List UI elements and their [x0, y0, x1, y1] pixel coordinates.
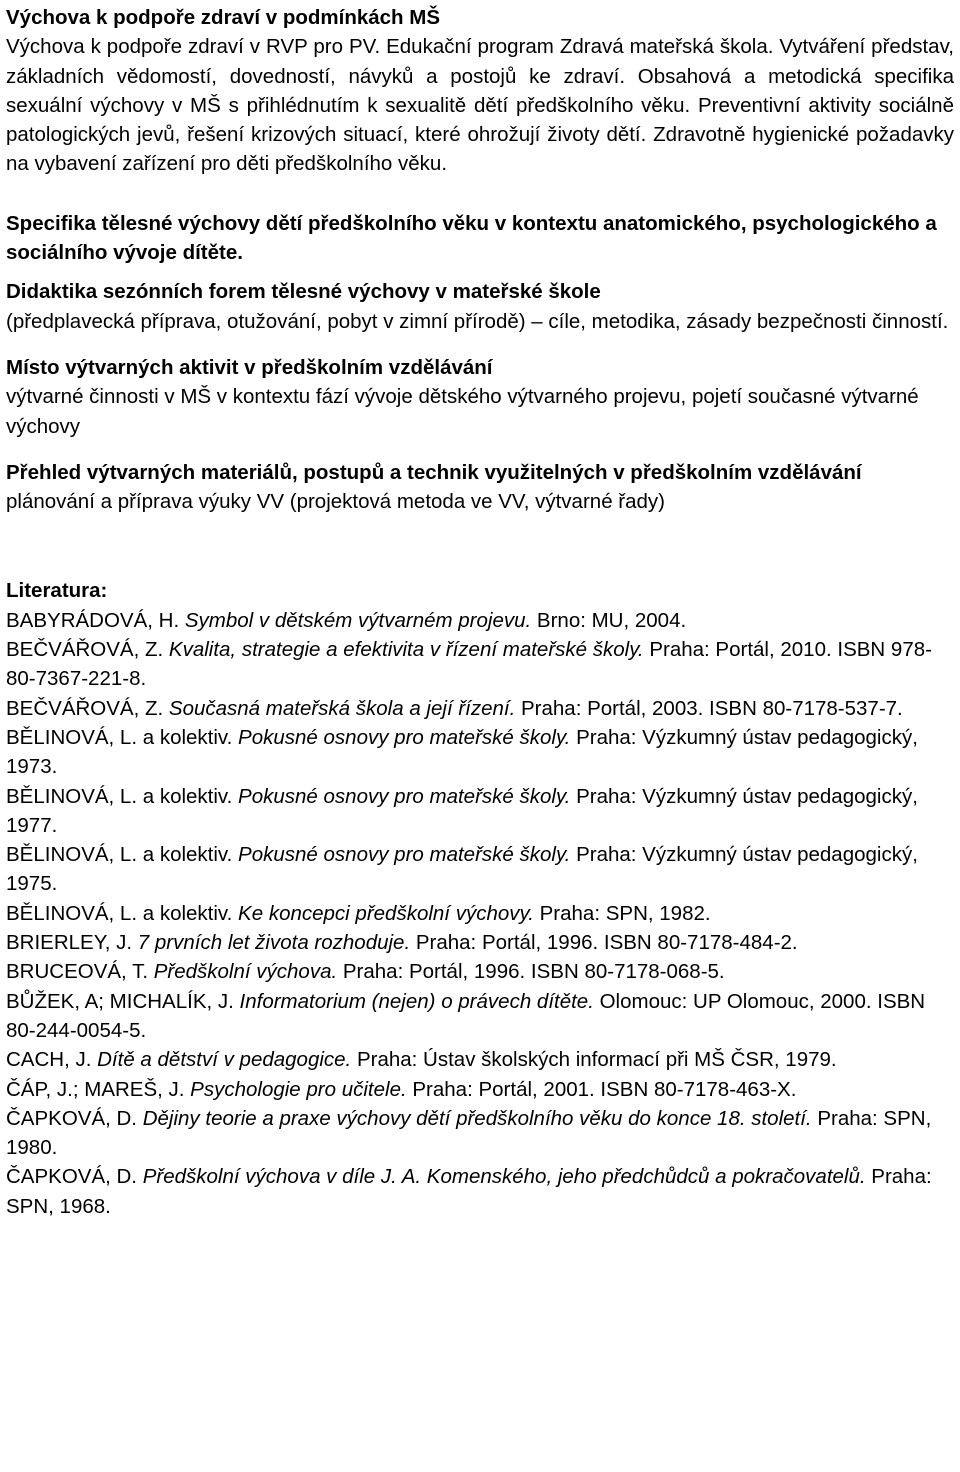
- section-body: (předplavecká příprava, otužování, pobyt v zimní přírodě) – cíle, metodika, zásady bezpečnosti činností.: [6, 309, 949, 333]
- reference-item: [6, 957, 954, 986]
- reference-author: BŮŽEK, A; MICHALÍK, J.: [6, 989, 240, 1013]
- reference-item: [6, 928, 954, 957]
- reference-author: BEČVÁŘOVÁ, Z.: [6, 638, 169, 662]
- reference-author: BĚLINOVÁ, L. a kolektiv.: [6, 725, 239, 749]
- reference-item: [6, 635, 954, 694]
- reference-title: Ke koncepci předškolní výchovy.: [238, 901, 534, 925]
- reference-title: Informatorium (nejen) o právech dítěte.: [239, 989, 594, 1013]
- reference-author: BABYRÁDOVÁ, H.: [6, 608, 185, 632]
- reference-author: BEČVÁŘOVÁ, Z.: [6, 696, 169, 720]
- reference-item: [6, 694, 954, 723]
- section-heading: Didaktika sezónních forem tělesné výchovy v mateřské škole: [6, 280, 601, 304]
- literature-title: Literatura:: [6, 579, 108, 603]
- reference-item: [6, 1045, 954, 1074]
- section-health: [6, 3, 954, 179]
- reference-publisher: Brno: MU, 2004.: [531, 608, 687, 632]
- reference-item: [6, 1162, 954, 1221]
- reference-publisher: Praha: Portál, 1996. ISBN 80-7178-484-2.: [410, 931, 798, 955]
- section-heading: Specifika tělesné výchovy dětí předškolního věku v kontextu anatomického, psychologického a sociálního vývoje dítěte.: [6, 211, 937, 265]
- section-seasonal-pe: [6, 277, 954, 336]
- reference-title: Pokusné osnovy pro mateřské školy.: [238, 725, 571, 749]
- reference-publisher: Praha: SPN, 1982.: [533, 901, 711, 925]
- reference-title: Předškolní výchova v díle J. A. Komenského, jeho předchůdců a pokračovatelů.: [142, 1165, 866, 1189]
- reference-author: BRUCEOVÁ, T.: [6, 960, 154, 984]
- reference-title: Dějiny teorie a praxe výchovy dětí předškolního věku do konce 18. století.: [142, 1106, 812, 1130]
- reference-title: Předškolní výchova.: [153, 960, 338, 984]
- section-pe-specifics: [6, 209, 954, 268]
- reference-item: [6, 723, 954, 782]
- reference-publisher: Praha: Výzkumný ústav pedagogický, 1977.: [6, 784, 918, 837]
- section-art-materials: [6, 458, 954, 517]
- reference-author: CACH, J.: [6, 1048, 98, 1072]
- reference-publisher: Praha: Ústav školských informací při MŠ ČSR, 1979.: [351, 1048, 837, 1072]
- reference-title: Současná mateřská škola a její řízení.: [168, 696, 516, 720]
- section-heading: Přehled výtvarných materiálů, postupů a technik využitelných v předškolním vzdělávání: [6, 460, 862, 484]
- reference-author: ČAPKOVÁ, D.: [6, 1106, 143, 1130]
- reference-author: ČÁP, J.; MAREŠ, J.: [6, 1077, 191, 1101]
- reference-list: [6, 606, 954, 1221]
- reference-title: 7 prvních let života rozhoduje.: [137, 931, 411, 955]
- section-heading: Místo výtvarných aktivit v předškolním vzdělávání: [6, 355, 493, 379]
- reference-publisher: Olomouc: UP Olomouc, 2000. ISBN 80-244-0054-5.: [6, 989, 926, 1042]
- reference-title: Symbol v dětském výtvarném projevu.: [184, 608, 532, 632]
- reference-item: [6, 987, 954, 1046]
- reference-item: [6, 840, 954, 899]
- reference-item: [6, 606, 954, 635]
- section-art-activities: [6, 353, 954, 441]
- reference-title: Pokusné osnovy pro mateřské školy.: [238, 843, 571, 867]
- section-heading: Výchova k podpoře zdraví v podmínkách MŠ: [6, 6, 441, 29]
- reference-title: Pokusné osnovy pro mateřské školy.: [238, 784, 571, 808]
- reference-author: BĚLINOVÁ, L. a kolektiv.: [6, 901, 239, 925]
- section-body: plánování a příprava výuky VV (projektová metoda ve VV, výtvarné řady): [6, 490, 665, 514]
- section-body: výtvarné činnosti v MŠ v kontextu fází vývoje dětského výtvarného projevu, pojetí současné výtvarné výchovy: [6, 385, 919, 438]
- reference-publisher: Praha: Výzkumný ústav pedagogický, 1973.: [6, 725, 918, 779]
- reference-publisher: Praha: Portál, 2010. ISBN 978-80-7367-221-8.: [6, 638, 932, 691]
- reference-item: [6, 782, 954, 841]
- reference-title: Kvalita, strategie a efektivita v řízení mateřské školy.: [168, 638, 644, 662]
- reference-item: [6, 1075, 954, 1104]
- section-body: Výchova k podpoře zdraví v RVP pro PV. Edukační program Zdravá mateřská škola. Vytváření představ, základních vědomostí, dovedností, návyků a postojů ke zdraví. Obsahová a metodická specifika sexuální výchovy v MŠ s přihlédnutím k sexualitě dětí předškolního věku. Preventivní aktivity sociálně patologických jevů, řešení krizových situací, které ohrožují životy dětí. Zdravotně hygienické požadavky na vybavení zařízení pro děti předškolního věku.: [6, 35, 954, 176]
- reference-publisher: Praha: Výzkumný ústav pedagogický, 1975.: [6, 843, 918, 896]
- reference-item: [6, 1104, 954, 1163]
- reference-item: [6, 899, 954, 928]
- reference-author: ČAPKOVÁ, D.: [6, 1165, 143, 1189]
- reference-author: BRIERLEY, J.: [6, 931, 138, 955]
- reference-title: Dítě a dětství v pedagogice.: [97, 1048, 352, 1072]
- reference-author: BĚLINOVÁ, L. a kolektiv.: [6, 843, 239, 867]
- reference-publisher: Praha: Portál, 2003. ISBN 80-7178-537-7.: [515, 696, 903, 720]
- reference-title: Psychologie pro učitele.: [190, 1077, 407, 1101]
- reference-publisher: Praha: SPN, 1968.: [6, 1165, 932, 1218]
- reference-publisher: Praha: Portál, 1996. ISBN 80-7178-068-5.: [337, 960, 725, 984]
- literature-section: [6, 576, 954, 1221]
- reference-publisher: Praha: Portál, 2001. ISBN 80-7178-463-X.: [406, 1077, 797, 1101]
- reference-author: BĚLINOVÁ, L. a kolektiv.: [6, 784, 239, 808]
- reference-publisher: Praha: SPN, 1980.: [6, 1106, 932, 1160]
